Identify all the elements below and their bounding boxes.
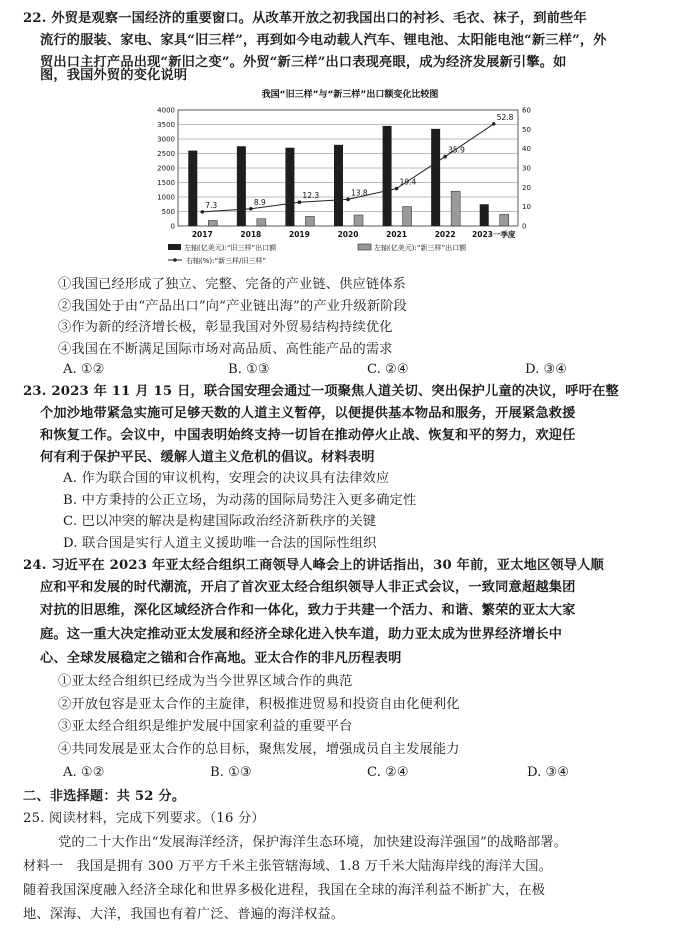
bar-old-2021 — [383, 126, 392, 226]
q22-choice-b: B. ①③ — [228, 362, 270, 377]
q24-choice-b: B. ①③ — [210, 765, 252, 780]
bar-new-2023一季度 — [500, 214, 509, 226]
x-category-label: 2021 — [386, 230, 408, 239]
ratio-point — [492, 122, 496, 126]
q22-choice-d: D. ③④ — [525, 362, 568, 377]
q25-line-4: 随着我国深度融入经济全球化和世界多极化进程，我国在全球的海洋利益不断扩大，在极 — [23, 883, 546, 898]
q23-option-c: C. 巴以冲突的解决是构建国际政治经济新秩序的关键 — [63, 514, 377, 529]
right-tick-label: 30 — [522, 164, 531, 173]
left-tick-label: 2500 — [157, 150, 175, 158]
q23-line-4: 何有利于保护平民、缓解人道主义危机的倡议。材料表明 — [40, 450, 375, 465]
q22-option-4: ④我国在不断满足国际市场对高品质、高性能产品的需求 — [58, 342, 393, 357]
chart-ratio-line — [200, 113, 513, 214]
chart-title: 我国“旧三样”与“新三样”出口额变化比较图 — [261, 90, 439, 100]
q22-option-1: ①我国已经形成了独立、完整、完备的产业链、供应链体系 — [58, 277, 407, 292]
q22-option-2: ②我国处于由“产品出口”向“产业链出海”的产业升级新阶段 — [58, 299, 408, 314]
bar-new-2018 — [257, 219, 266, 226]
chart-bars — [188, 126, 508, 226]
ratio-data-label: 8.9 — [253, 197, 266, 207]
ratio-data-label: 13.8 — [351, 188, 368, 198]
left-tick-label: 4000 — [157, 106, 175, 115]
q23-line-2: 个加沙地带紧急实施可足够天数的人道主义暂停，以便提供基本物品和服务，开展紧急救援 — [40, 406, 576, 421]
q24-option-4: ④共同发展是亚太合作的总目标，聚焦发展，增强成员自主发展能力 — [58, 742, 460, 757]
q24-choice-d: D. ③④ — [527, 765, 570, 780]
q23-option-d: D. 联合国是实行人道主义援助唯一合法的国际性组织 — [63, 536, 377, 551]
q24-choice-a: A. ①② — [63, 765, 105, 780]
q24-option-1: ①亚太经合组织已经成为当今世界区域合作的典范 — [58, 674, 353, 689]
x-category-label: 2023一季度 — [472, 230, 516, 239]
left-tick-label: 0 — [170, 222, 175, 231]
right-tick-label: 50 — [522, 125, 531, 134]
left-tick-label: 2000 — [157, 164, 175, 173]
ratio-point — [443, 155, 447, 159]
bar-old-2023一季度 — [480, 204, 489, 226]
bar-new-2020 — [354, 215, 363, 226]
legend-swatch-new — [358, 244, 371, 250]
q25-line-3: 材料一 我国是拥有 300 万平方千米主张管辖海域、1.8 万千米大陆海岸线的海洋大国。 — [23, 859, 553, 874]
q23-line-1: 23. 2023 年 11 月 15 日，联合国安理会通过一项聚焦人道关切、突出保护儿童的决议，呼吁在整 — [23, 384, 619, 399]
x-axis-categories — [192, 229, 516, 239]
ratio-data-label: 19.4 — [399, 177, 417, 187]
ratio-point — [298, 200, 302, 204]
chart-legend — [168, 243, 467, 265]
left-tick-label: 3000 — [157, 135, 175, 144]
bar-old-2019 — [285, 148, 294, 226]
ratio-data-label: 7.3 — [205, 200, 218, 210]
q25-line-1: 25. 阅读材料，完成下列要求。（16 分） — [23, 811, 265, 826]
q25-line-2: 党的二十大作出“发展海洋经济，保护海洋生态环境，加快建设海洋强国”的战略部署。 — [58, 835, 568, 850]
x-category-label: 2020 — [337, 230, 359, 239]
q24-option-2: ②开放包容是亚太合作的主旋律，积极推进贸易和投资自由化便利化 — [58, 697, 460, 712]
right-tick-label: 60 — [522, 106, 531, 115]
q24-line-2: 应和平和发展的时代潮流，开启了首次亚太经合组织领导人非正式会议，一致同意超越集团 — [40, 580, 576, 595]
ratio-point — [249, 207, 253, 211]
left-tick-label: 1500 — [157, 179, 175, 187]
section-2-heading: 二、非选择题：共 52 分。 — [23, 789, 186, 804]
ratio-data-label: 52.8 — [496, 112, 514, 122]
bar-new-2022 — [451, 191, 460, 226]
bar-old-2020 — [334, 145, 343, 226]
right-tick-label: 0 — [522, 222, 527, 231]
export-chart — [150, 86, 550, 286]
bar-new-2019 — [305, 216, 314, 226]
bar-old-2018 — [237, 146, 246, 226]
export-chart-svg — [150, 86, 550, 286]
x-category-label: 2022 — [434, 230, 456, 239]
left-tick-label: 1000 — [157, 193, 175, 202]
ratio-point — [346, 198, 350, 202]
left-axis-ticks — [157, 107, 175, 231]
q22-line-1: 22. 外贸是观察一国经济的重要窗口。从改革开放之初我国出口的衬衫、毛衣、袜子，到前些年 — [23, 11, 587, 26]
legend-label-new: 左轴(亿美元):“新三样”出口额 — [374, 244, 467, 252]
ratio-point — [200, 210, 204, 214]
legend-swatch-old — [168, 244, 181, 250]
q22-choice-a: A. ①② — [63, 362, 105, 377]
q24-line-1: 24. 习近平在 2023 年亚太经合组织工商领导人峰会上的讲话指出，30 年前，亚太地区领导人顺 — [23, 558, 604, 573]
legend-marker-ratio — [173, 258, 177, 262]
left-tick-label: 3500 — [157, 121, 175, 129]
right-tick-label: 40 — [522, 145, 531, 154]
bar-new-2017 — [208, 220, 217, 226]
q22-line-4: 图，我国外贸的变化说明 — [40, 68, 188, 83]
left-tick-label: 500 — [161, 208, 175, 216]
q22-line-3: 贸出口主打产品出现“新旧之变”。外贸“新三样”出口表现亮眼，成为经济发展新引擎。如 — [40, 55, 567, 70]
x-category-label: 2019 — [288, 230, 310, 239]
right-tick-label: 10 — [522, 203, 531, 212]
q23-option-b: B. 中方秉持的公正立场，为动荡的国际局势注入更多确定性 — [63, 493, 417, 508]
q23-line-3: 和恢复工作。会议中，中国表明始终支持一切旨在推动停火止战、恢复和平的努力，欢迎任 — [40, 428, 576, 443]
q24-line-3: 对抗的旧思维，深化区域经济合作和一体化，致力于共建一个活力、和谐、繁荣的亚太大家 — [40, 603, 576, 618]
bar-old-2017 — [188, 151, 197, 226]
q24-line-4: 庭。这一重大决定推动亚太发展和经济全球化进入快车道，助力亚太成为世界经济增长中 — [40, 627, 563, 642]
x-category-label: 2018 — [240, 230, 262, 239]
q24-line-5: 心、全球发展稳定之锚和合作高地。亚太合作的非凡历程表明 — [40, 651, 402, 666]
q24-option-3: ③亚太经合组织是维护发展中国家利益的重要平台 — [58, 719, 353, 734]
x-category-label: 2017 — [191, 230, 213, 239]
legend-label-old: 左轴(亿美元):“旧三样”出口额 — [184, 244, 277, 252]
q22-choice-c: C. ②④ — [367, 362, 409, 377]
bar-old-2022 — [431, 129, 440, 226]
ratio-data-label: 35.9 — [448, 145, 465, 155]
ratio-data-label: 12.3 — [302, 191, 320, 201]
q25-line-5: 地、深海、大洋，我国也有着广泛、普遍的海洋权益。 — [23, 907, 345, 922]
q22-option-3: ③作为新的经济增长极，彰显我国对外贸易结构持续优化 — [58, 320, 393, 335]
q24-choice-c: C. ②④ — [367, 765, 409, 780]
q22-line-2: 流行的服装、家电、家具“旧三样”，再到如今电动载人汽车、锂电池、太阳能电池“新三样”，外 — [40, 33, 607, 48]
right-axis-ticks — [522, 107, 531, 231]
ratio-point — [395, 187, 399, 191]
right-tick-label: 20 — [522, 183, 531, 192]
legend-label-ratio: 右轴(%):“新三样/旧三样” — [186, 257, 267, 265]
chart-grid — [178, 110, 518, 226]
q23-option-a: A. 作为联合国的审议机构，安理会的决议具有法律效应 — [63, 471, 390, 486]
bar-new-2021 — [403, 207, 412, 226]
